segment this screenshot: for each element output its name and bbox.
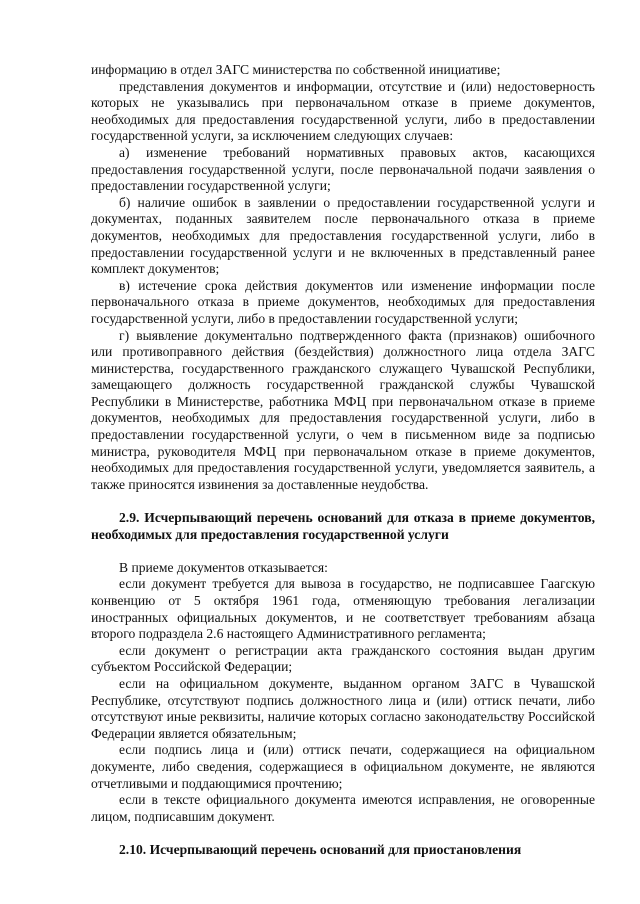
- paragraph-item-b: б) наличие ошибок в заявлении о предоставлении государственной услуги и документах, поданных заявителем после первоначального отказа в приеме документов, необходимых для предоставления государственной услуги, либо в предоставлении государственной услуги и не включенных в представленный ранее комплект документов;: [91, 194, 595, 277]
- section-heading-2-10: 2.10. Исчерпывающий перечень оснований для приостановления: [119, 841, 522, 857]
- paragraph-item-a: а) изменение требований нормативных правовых актов, касающихся предоставления государственной услуги, после первоначальной подачи заявления о предоставлении государственной услуги;: [91, 144, 595, 194]
- section-heading-2-9: 2.9. Исчерпывающий перечень оснований для отказа в приеме документов, необходимых для предоставления государственной услуги: [91, 510, 595, 542]
- spacer: [91, 825, 595, 842]
- paragraph-intro: В приеме документов отказывается:: [119, 559, 328, 575]
- list-item: если подпись лица и (или) оттиск печати, содержащиеся на официальном документе, либо сведения, содержащиеся в официальном документе, не являются отчетливыми и поддающимися прочтению;: [91, 742, 595, 791]
- paragraph-item-v: в) истечение срока действия документов или изменение информации после первоначального отказа в приеме документов, необходимых для предоставления государственной услуги, либо в предоставлении государственной услуги;: [91, 277, 595, 326]
- document-page: [91, 62, 595, 859]
- spacer: [91, 543, 595, 560]
- list-item: если в тексте официального документа имеются исправления, не оговоренные лицом, подписавшим документ.: [91, 792, 595, 824]
- paragraph: представления документов и информации, отсутствие и (или) недостоверность которых не указывались при первоначальном отказе в приеме документов, необходимых для предоставления государственной услуги, либо в предоставлении государственной услуги, за исключением следующих случаев:: [91, 78, 595, 144]
- list-item: если документ о регистрации акта гражданского состояния выдан другим субъектом Российской Федерации;: [91, 642, 595, 675]
- list-item: если документ требуется для вывоза в государство, не подписавшее Гаагскую конвенцию от 5 октября 1961 года, отменяющую требования легализации иностранных официальных документов, и не соответствует требованиям абзаца второго подраздела 2.6 настоящего Административного регламента;: [91, 576, 595, 642]
- spacer: [91, 493, 595, 510]
- list-item: если на официальном документе, выданном органом ЗАГС в Чувашской Республике, отсутствуют подпись должностного лица и (или) оттиск печати, либо отсутствуют иные реквизиты, наличие которых согласно законодательству Российской Федерации является обязательным;: [91, 675, 595, 741]
- paragraph-item-g: г) выявление документально подтвержденного факта (признаков) ошибочного или противоправного действия (бездействия) должностного лица отдела ЗАГС министерства, государственного гражданского служащего Чувашской Республики, замещающего должность государственной гражданской службы Чувашской Республики в Министерстве, работника МФЦ при первоначальном отказе в приеме документов, необходимых для предоставления государственной услуги, либо в предоставлении государственной услуги, о чем в письменном виде за подписью министра, руководителя МФЦ при первоначальном отказе в приеме документов, необходимых для предоставления государственной услуги, уведомляется заявитель, а также приносятся извинения за доставленные неудобства.: [91, 327, 595, 492]
- paragraph: информацию в отдел ЗАГС министерства по собственной инициативе;: [91, 62, 501, 77]
